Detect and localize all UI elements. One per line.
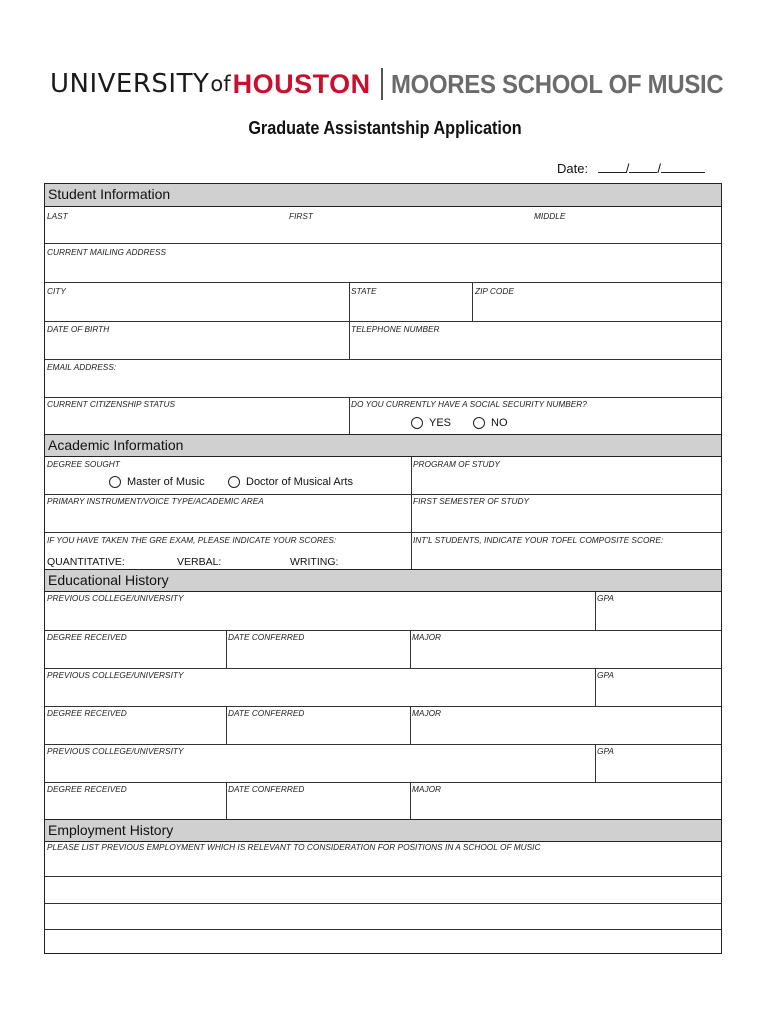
major-2-label: MAJOR [412, 708, 442, 718]
divider [595, 744, 596, 782]
divider [45, 744, 721, 745]
divider [45, 532, 721, 533]
conferred-3-label: DATE CONFERRED [228, 784, 305, 794]
date-month-field[interactable] [598, 160, 626, 173]
gre-writing-label: WRITING: [290, 556, 339, 568]
section-title-academic: Academic Information [48, 437, 184, 453]
employment-line-2[interactable] [45, 903, 721, 904]
middle-name-label: MIDDLE [534, 211, 566, 221]
divider [45, 243, 721, 244]
toefl-label: INT'L STUDENTS, INDICATE YOUR TOFEL COMPOSITE SCORE: [413, 535, 664, 545]
doctor-musical-arts-label: Doctor of Musical Arts [246, 476, 353, 488]
divider [410, 706, 411, 744]
phone-label: TELEPHONE NUMBER [351, 324, 440, 334]
employment-line-1[interactable] [45, 876, 721, 877]
divider [595, 592, 596, 630]
gpa-1-label: GPA [597, 593, 614, 603]
degree-2-label: DEGREE RECEIVED [47, 708, 127, 718]
divider [45, 782, 721, 783]
radio-icon[interactable] [473, 417, 485, 429]
logo-houston-text: HOUSTON [232, 68, 371, 99]
date-day-field[interactable] [629, 160, 657, 173]
section-header-academic [45, 434, 721, 457]
radio-icon[interactable] [109, 476, 121, 488]
program-label: PROGRAM OF STUDY [413, 459, 500, 469]
date-row: Date: / / [557, 160, 705, 176]
application-form [44, 183, 722, 954]
major-3-label: MAJOR [412, 784, 442, 794]
ssn-yes-option[interactable] [411, 417, 451, 429]
dob-label: DATE OF BIRTH [47, 324, 110, 334]
date-year-field[interactable] [661, 160, 705, 173]
divider [45, 494, 721, 495]
employment-line-3[interactable] [45, 929, 721, 930]
divider [45, 397, 721, 398]
ssn-no-label: NO [491, 417, 508, 429]
doctor-musical-arts-option[interactable] [228, 476, 353, 488]
college-3-label: PREVIOUS COLLEGE/UNIVERSITY [47, 746, 184, 756]
address-label: CURRENT MAILING ADDRESS [47, 247, 167, 257]
divider [410, 630, 411, 668]
gre-quantitative-label: QUANTITATIVE: [47, 556, 125, 568]
master-of-music-option[interactable] [109, 476, 205, 488]
degree-3-label: DEGREE RECEIVED [47, 784, 127, 794]
divider [349, 397, 350, 434]
divider [45, 630, 721, 631]
conferred-2-label: DATE CONFERRED [228, 708, 305, 718]
ssn-question-label: DO YOU CURRENTLY HAVE A SOCIAL SECURITY NUMBER? [351, 399, 587, 409]
section-header-employment [45, 819, 721, 842]
degree-1-label: DEGREE RECEIVED [47, 632, 127, 642]
state-label: STATE [351, 286, 377, 296]
ssn-no-option[interactable] [473, 417, 508, 429]
citizenship-label: CURRENT CITIZENSHIP STATUS [47, 399, 175, 409]
employment-instruction: PLEASE LIST PREVIOUS EMPLOYMENT WHICH IS RELEVANT TO CONSIDERATION FOR POSITIONS IN A SCHOOL OF MUSIC [47, 842, 541, 852]
city-label: CITY [47, 286, 66, 296]
first-name-label: FIRST [289, 211, 313, 221]
gre-label: IF YOU HAVE TAKEN THE GRE EXAM, PLEASE INDICATE YOUR SCORES: [47, 535, 337, 545]
gre-verbal-label: VERBAL: [177, 556, 222, 568]
major-1-label: MAJOR [412, 632, 442, 642]
logo-of-text: of [210, 72, 231, 96]
radio-icon[interactable] [228, 476, 240, 488]
degree-sought-label: DEGREE SOUGHT [47, 459, 120, 469]
logo-divider [381, 68, 383, 100]
section-title-employment: Employment History [48, 822, 174, 838]
divider [45, 359, 721, 360]
college-2-label: PREVIOUS COLLEGE/UNIVERSITY [47, 670, 184, 680]
gpa-3-label: GPA [597, 746, 614, 756]
divider [410, 782, 411, 820]
college-1-label: PREVIOUS COLLEGE/UNIVERSITY [47, 593, 184, 603]
instrument-label: PRIMARY INSTRUMENT/VOICE TYPE/ACADEMIC AREA [47, 496, 264, 506]
divider [226, 630, 227, 668]
master-of-music-label: Master of Music [127, 476, 205, 488]
divider [226, 706, 227, 744]
conferred-1-label: DATE CONFERRED [228, 632, 305, 642]
zip-label: ZIP CODE [475, 286, 514, 296]
form-title: Graduate Assistantship Application [248, 118, 522, 138]
logo-school-text: MOORES SCHOOL OF MUSIC [390, 68, 724, 99]
divider [226, 782, 227, 820]
section-title-education: Educational History [48, 572, 169, 588]
ssn-yes-label: YES [429, 417, 452, 429]
divider [411, 457, 412, 569]
last-name-label: LAST [47, 211, 68, 221]
first-semester-label: FIRST SEMESTER OF STUDY [413, 496, 530, 506]
email-label: EMAIL ADDRESS: [47, 362, 117, 372]
university-logo [50, 66, 752, 102]
logo-university-text: UNIVERSITY [50, 69, 210, 99]
radio-icon[interactable] [411, 417, 423, 429]
section-header-education [45, 569, 721, 592]
gpa-2-label: GPA [597, 670, 614, 680]
date-label: Date: [557, 161, 589, 176]
divider [45, 706, 721, 707]
divider [45, 668, 721, 669]
section-title-student: Student Information [48, 185, 171, 202]
divider [45, 282, 721, 283]
divider [45, 321, 721, 322]
section-header-student [45, 183, 721, 207]
divider [595, 668, 596, 706]
divider [472, 282, 473, 321]
